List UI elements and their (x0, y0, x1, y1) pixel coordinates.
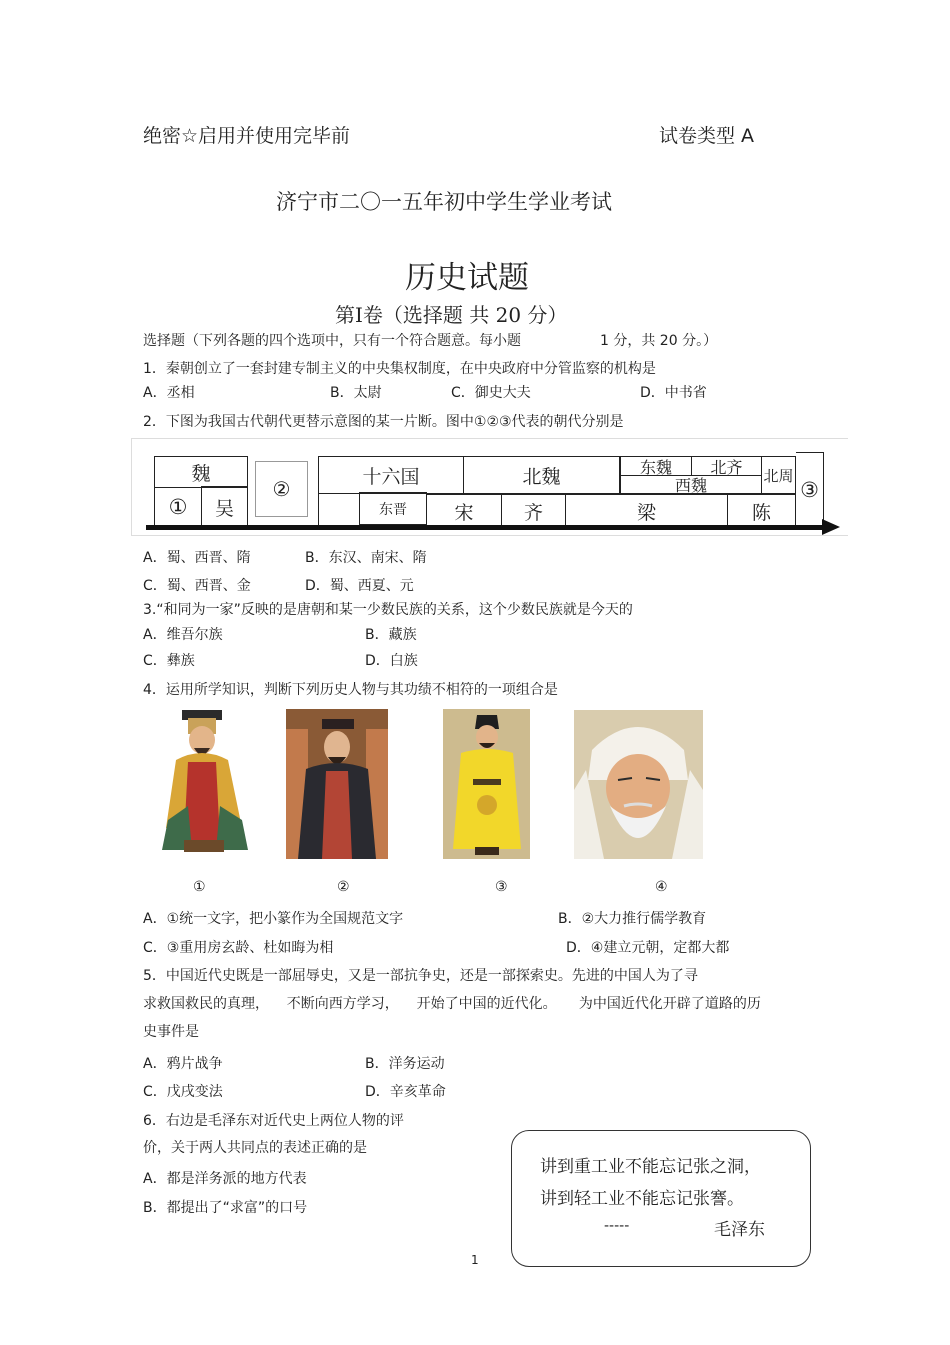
timeline-marker-2: ② (255, 461, 308, 517)
exam-title: 济宁市二〇一五年初中学生学业考试 (276, 190, 612, 214)
timeline-shiliuguo: 十六国 (318, 456, 464, 494)
q3-option-c: C．彝族 (143, 653, 195, 669)
timeline-song: 宋 (427, 494, 502, 527)
page-number: 1 (471, 1253, 479, 1267)
q2-option-c: C．蜀、西晋、金 (143, 578, 251, 594)
q4-option-c: C．③重用房玄龄、杜如晦为相 (143, 940, 334, 956)
timeline-dongwei: 东魏 (620, 456, 692, 476)
timeline-wei: 魏 (154, 456, 248, 488)
instruction-part1: 选择题（下列各题的四个选项中，只有一个符合题意。每小题 (143, 333, 521, 349)
quote-line1: 讲到重工业不能忘记张之洞， (540, 1157, 761, 1177)
timeline-dongjin: 东晋 (359, 492, 427, 525)
q6-stem-line1: 6．右边是毛泽东对近代史上两位人物的评 (143, 1113, 404, 1129)
q5-option-c: C．戊戌变法 (143, 1084, 223, 1100)
q4-label-1: ① (193, 879, 206, 895)
portrait-emperor-3 (443, 709, 530, 859)
timeline-wu: 吴 (202, 486, 248, 527)
timeline-marker-1: ① (154, 486, 202, 527)
q5-option-d: D．辛亥革命 (365, 1084, 446, 1100)
portrait-emperor-2 (286, 709, 388, 859)
q4-label-2: ② (337, 879, 350, 895)
timeline-beiwei: 北魏 (464, 456, 620, 494)
q2-option-d: D．蜀、西夏、元 (305, 578, 414, 594)
q6-option-a: A．都是洋务派的地方代表 (143, 1171, 307, 1187)
q3-option-b: B．藏族 (365, 627, 417, 643)
q2-option-a: A．蜀、西晋、隋 (143, 550, 251, 566)
q6-stem-line2: 价，关于两人共同点的表述正确的是 (143, 1140, 367, 1156)
portrait-emperor-1 (158, 710, 250, 858)
secret-mark: 绝密☆启用并使用完毕前 (143, 125, 351, 147)
q5-option-b: B．洋务运动 (365, 1056, 445, 1072)
q4-option-d: D．④建立元朝，定都大都 (566, 940, 730, 956)
q5-option-a: A．鸦片战争 (143, 1056, 223, 1072)
q1-option-c: C．御史大夫 (451, 385, 531, 401)
q2-option-b: B．东汉、南宋、隋 (305, 550, 427, 566)
portrait-emperor-4 (574, 710, 703, 859)
timeline-jin-left (318, 492, 358, 527)
q3-option-a: A．维吾尔族 (143, 627, 223, 643)
q6-option-b: B．都提出了“求富”的口号 (143, 1200, 308, 1216)
q2-stem: 2．下图为我国古代朝代更替示意图的某一片断。图中①②③代表的朝代分别是 (143, 414, 624, 430)
q5-stem-line2: 求救国救民的真理， 不断向西方学习， 开始了中国的近代化。 为中国近代化开辟了道路的历 (143, 996, 761, 1012)
q4-label-4: ④ (655, 879, 668, 895)
q4-stem: 4．运用所学知识，判断下列历史人物与其功绩不相符的一项组合是 (143, 682, 558, 698)
timeline-beizhou: 北周 (762, 456, 796, 494)
instruction-part2: 1 分，共 20 分。） (600, 333, 718, 349)
timeline-liang: 梁 (566, 494, 728, 527)
q4-option-b: B．②大力推行儒学教育 (558, 911, 707, 927)
subject-title: 历史试题 (405, 260, 529, 296)
q1-option-a: A．丞相 (143, 385, 195, 401)
paper-type: 试卷类型 A (659, 125, 755, 147)
timeline-xiwei: 西魏 (620, 475, 762, 494)
timeline-arrow-icon (822, 519, 840, 535)
q3-option-d: D．白族 (365, 653, 418, 669)
q1-stem: 1．秦朝创立了一套封建专制主义的中央集权制度，在中央政府中分管监察的机构是 (143, 361, 656, 377)
timeline-arrow-line (146, 525, 826, 530)
quote-dash: ----- (604, 1218, 630, 1234)
section-title: 第Ⅰ卷（选择题 共 20 分） (335, 303, 568, 327)
q5-stem-line1: 5．中国近代史既是一部屈辱史，又是一部抗争史，还是一部探索史。先进的中国人为了寻 (143, 968, 698, 984)
timeline-chen: 陈 (728, 494, 796, 527)
q5-stem-line3: 史事件是 (143, 1024, 199, 1040)
quote-line2: 讲到轻工业不能忘记张謇。 (540, 1189, 744, 1209)
q4-label-3: ③ (495, 879, 508, 895)
quote-author: 毛泽东 (714, 1220, 765, 1240)
q1-option-d: D．中书省 (640, 385, 707, 401)
q1-option-b: B．太尉 (330, 385, 382, 401)
q4-option-a: A．①统一文字，把小篆作为全国规范文字 (143, 911, 404, 927)
timeline-marker-3: ③ (796, 452, 824, 527)
timeline-beiqi: 北齐 (692, 456, 762, 476)
timeline-qi: 齐 (502, 494, 566, 527)
q3-stem: 3.“和同为一家”反映的是唐朝和某一少数民族的关系，这个少数民族就是今天的 (143, 602, 633, 618)
